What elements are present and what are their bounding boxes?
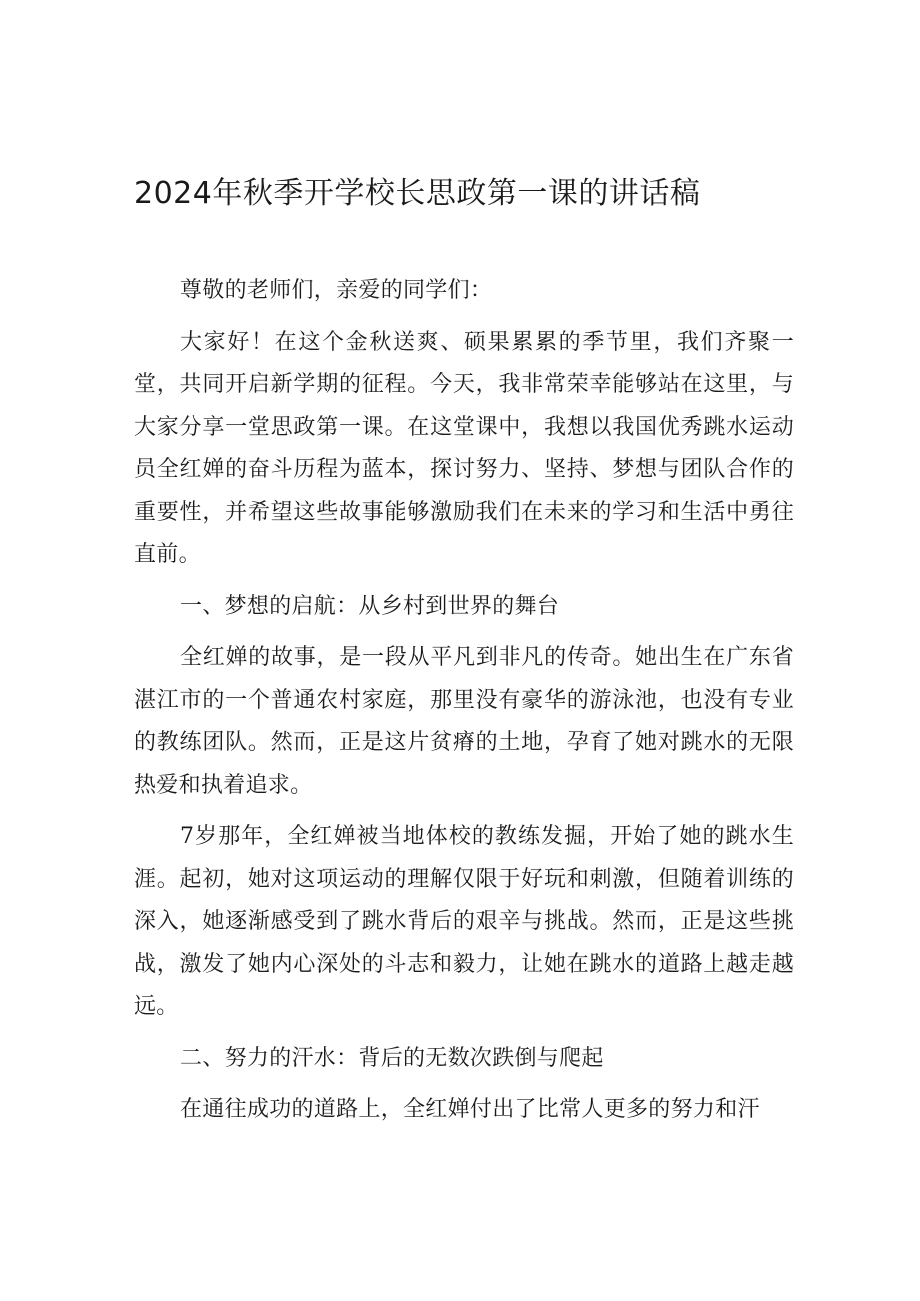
salutation: 尊敬的老师们，亲爱的同学们： [180, 278, 493, 303]
section-heading-2: 二、努力的汗水：背后的无数次跌倒与爬起 [180, 1045, 604, 1071]
document-title: 2024年秋季开学校长思政第一课的讲话稿 [134, 176, 701, 211]
paragraph-section1-2: 7岁那年，全红婵被当地体校的教练发掘，开始了她的跳水生涯。起初，她对这项运动的理解仅限于好玩和刺激，但随着训练的深入，她逐渐感受到了跳水背后的艰辛与挑战。然而，正是这些挑战，激发了她内心深处的斗志和毅力，让她在跳水的道路上越走越远。 [134, 824, 794, 1019]
paragraph-opening: 大家好！在这个金秋送爽、硕果累累的季节里，我们齐聚一堂，共同开启新学期的征程。今天，我非常荣幸能够站在这里，与大家分享一堂思政第一课。在这堂课中，我想以我国优秀跳水运动员全红婵的奋斗历程为蓝本，探讨努力、坚持、梦想与团队合作的重要性，并希望这些故事能够激励我们在未来的学习和生活中勇往直前。 [134, 329, 794, 567]
paragraph-section2-1: 在通往成功的道路上，全红婵付出了比常人更多的努力和汗 [180, 1097, 760, 1122]
document-body [134, 270, 794, 1132]
section-heading-1: 一、梦想的启航：从乡村到世界的舞台 [180, 593, 560, 619]
paragraph-section1-1: 全红婵的故事，是一段从平凡到非凡的传奇。她出生在广东省湛江市的一个普通农村家庭，那里没有豪华的游泳池，也没有专业的教练团队。然而，正是这片贫瘠的土地，孕育了她对跳水的无限热爱和执着追求。 [134, 645, 794, 798]
